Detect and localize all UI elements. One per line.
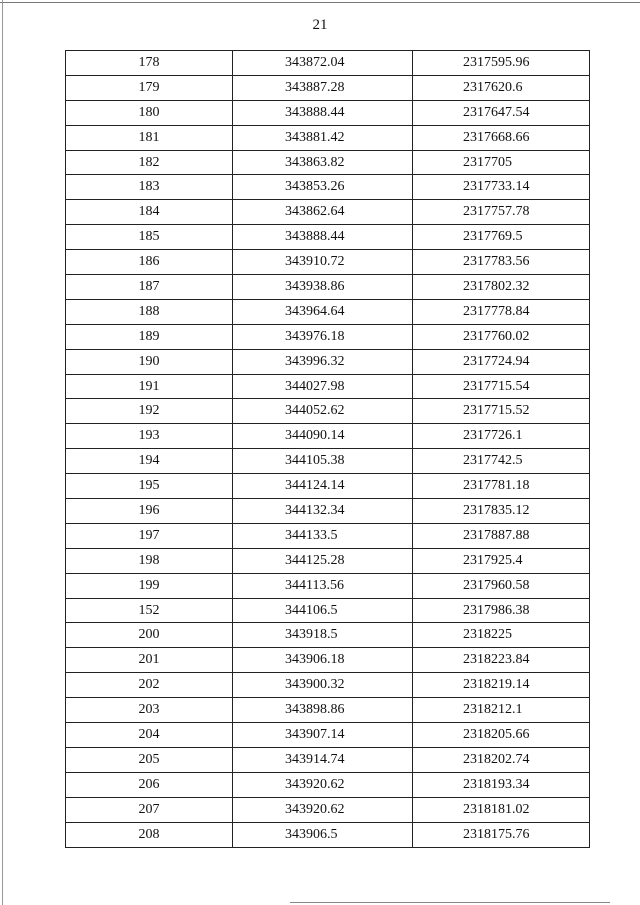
y-coordinate-cell: 2317668.66: [413, 125, 590, 150]
point-number-cell: 193: [66, 424, 233, 449]
y-coordinate-cell: 2318181.02: [413, 797, 590, 822]
coordinates-table: [65, 50, 590, 848]
x-coordinate-cell: 344133.5: [233, 523, 413, 548]
x-coordinate-cell: 343906.5: [233, 822, 413, 847]
y-coordinate-cell: 2317742.5: [413, 449, 590, 474]
table-row: [66, 523, 590, 548]
point-number-cell: 204: [66, 723, 233, 748]
x-coordinate-cell: 343887.28: [233, 75, 413, 100]
table-row: [66, 200, 590, 225]
table-row: [66, 175, 590, 200]
x-coordinate-cell: 343898.86: [233, 698, 413, 723]
table-row: [66, 250, 590, 275]
y-coordinate-cell: 2318223.84: [413, 648, 590, 673]
y-coordinate-cell: 2318175.76: [413, 822, 590, 847]
point-number-cell: 189: [66, 324, 233, 349]
x-coordinate-cell: 344132.34: [233, 499, 413, 524]
point-number-cell: 199: [66, 573, 233, 598]
x-coordinate-cell: 343964.64: [233, 299, 413, 324]
x-coordinate-cell: 344052.62: [233, 399, 413, 424]
table-row: [66, 747, 590, 772]
table-row: [66, 797, 590, 822]
y-coordinate-cell: 2317647.54: [413, 100, 590, 125]
point-number-cell: 191: [66, 374, 233, 399]
point-number-cell: 184: [66, 200, 233, 225]
x-coordinate-cell: 343976.18: [233, 324, 413, 349]
table-row: [66, 573, 590, 598]
point-number-cell: 183: [66, 175, 233, 200]
y-coordinate-cell: 2317769.5: [413, 225, 590, 250]
x-coordinate-cell: 344113.56: [233, 573, 413, 598]
point-number-cell: 185: [66, 225, 233, 250]
point-number-cell: 208: [66, 822, 233, 847]
x-coordinate-cell: 343906.18: [233, 648, 413, 673]
point-number-cell: 198: [66, 548, 233, 573]
table-row: [66, 299, 590, 324]
point-number-cell: 207: [66, 797, 233, 822]
table-row: [66, 150, 590, 175]
y-coordinate-cell: 2317781.18: [413, 474, 590, 499]
table-row: [66, 125, 590, 150]
x-coordinate-cell: 344105.38: [233, 449, 413, 474]
y-coordinate-cell: 2317960.58: [413, 573, 590, 598]
x-coordinate-cell: 343996.32: [233, 349, 413, 374]
point-number-cell: 196: [66, 499, 233, 524]
point-number-cell: 180: [66, 100, 233, 125]
y-coordinate-cell: 2318202.74: [413, 747, 590, 772]
table-row: [66, 100, 590, 125]
point-number-cell: 206: [66, 772, 233, 797]
point-number-cell: 195: [66, 474, 233, 499]
x-coordinate-cell: 343938.86: [233, 275, 413, 300]
y-coordinate-cell: 2317726.1: [413, 424, 590, 449]
table-row: [66, 75, 590, 100]
y-coordinate-cell: 2317733.14: [413, 175, 590, 200]
table-row: [66, 673, 590, 698]
scan-edge-left: [2, 0, 3, 905]
y-coordinate-cell: 2317802.32: [413, 275, 590, 300]
x-coordinate-cell: 343910.72: [233, 250, 413, 275]
table-row: [66, 374, 590, 399]
point-number-cell: 205: [66, 747, 233, 772]
table-row: [66, 449, 590, 474]
scan-edge-bottom: [290, 902, 610, 903]
page-number: 21: [312, 17, 328, 33]
point-number-cell: 197: [66, 523, 233, 548]
y-coordinate-cell: 2318193.34: [413, 772, 590, 797]
x-coordinate-cell: 343853.26: [233, 175, 413, 200]
table-row: [66, 399, 590, 424]
x-coordinate-cell: 343900.32: [233, 673, 413, 698]
point-number-cell: 188: [66, 299, 233, 324]
x-coordinate-cell: 343872.04: [233, 51, 413, 76]
table-row: [66, 623, 590, 648]
x-coordinate-cell: 343888.44: [233, 100, 413, 125]
x-coordinate-cell: 343914.74: [233, 747, 413, 772]
point-number-cell: 179: [66, 75, 233, 100]
table-row: [66, 275, 590, 300]
point-number-cell: 182: [66, 150, 233, 175]
y-coordinate-cell: 2317783.56: [413, 250, 590, 275]
x-coordinate-cell: 343918.5: [233, 623, 413, 648]
table-row: [66, 499, 590, 524]
point-number-cell: 203: [66, 698, 233, 723]
y-coordinate-cell: 2318205.66: [413, 723, 590, 748]
x-coordinate-cell: 343862.64: [233, 200, 413, 225]
table-row: [66, 548, 590, 573]
point-number-cell: 186: [66, 250, 233, 275]
table-row: [66, 474, 590, 499]
y-coordinate-cell: 2317705: [413, 150, 590, 175]
y-coordinate-cell: 2318225: [413, 623, 590, 648]
point-number-cell: 178: [66, 51, 233, 76]
y-coordinate-cell: 2317724.94: [413, 349, 590, 374]
table-row: [66, 349, 590, 374]
table-row: [66, 648, 590, 673]
y-coordinate-cell: 2317757.78: [413, 200, 590, 225]
point-number-cell: 190: [66, 349, 233, 374]
x-coordinate-cell: 344090.14: [233, 424, 413, 449]
y-coordinate-cell: 2318212.1: [413, 698, 590, 723]
x-coordinate-cell: 343907.14: [233, 723, 413, 748]
y-coordinate-cell: 2318219.14: [413, 673, 590, 698]
point-number-cell: 187: [66, 275, 233, 300]
table-row: [66, 225, 590, 250]
y-coordinate-cell: 2317887.88: [413, 523, 590, 548]
y-coordinate-cell: 2317986.38: [413, 598, 590, 623]
y-coordinate-cell: 2317715.52: [413, 399, 590, 424]
scan-edge-top: [0, 2, 640, 3]
y-coordinate-cell: 2317925.4: [413, 548, 590, 573]
x-coordinate-cell: 343888.44: [233, 225, 413, 250]
y-coordinate-cell: 2317835.12: [413, 499, 590, 524]
point-number-cell: 201: [66, 648, 233, 673]
point-number-cell: 192: [66, 399, 233, 424]
y-coordinate-cell: 2317715.54: [413, 374, 590, 399]
table-row: [66, 598, 590, 623]
table-row: [66, 324, 590, 349]
x-coordinate-cell: 343920.62: [233, 797, 413, 822]
table-row: [66, 51, 590, 76]
point-number-cell: 181: [66, 125, 233, 150]
y-coordinate-cell: 2317595.96: [413, 51, 590, 76]
table-row: [66, 772, 590, 797]
point-number-cell: 152: [66, 598, 233, 623]
x-coordinate-cell: 344125.28: [233, 548, 413, 573]
point-number-cell: 200: [66, 623, 233, 648]
x-coordinate-cell: 343863.82: [233, 150, 413, 175]
table-row: [66, 424, 590, 449]
x-coordinate-cell: 344027.98: [233, 374, 413, 399]
point-number-cell: 194: [66, 449, 233, 474]
x-coordinate-cell: 344124.14: [233, 474, 413, 499]
x-coordinate-cell: 343920.62: [233, 772, 413, 797]
x-coordinate-cell: 344106.5: [233, 598, 413, 623]
table-row: [66, 723, 590, 748]
table-row: [66, 822, 590, 847]
y-coordinate-cell: 2317620.6: [413, 75, 590, 100]
y-coordinate-cell: 2317778.84: [413, 299, 590, 324]
coordinates-table-body: [66, 51, 590, 848]
y-coordinate-cell: 2317760.02: [413, 324, 590, 349]
point-number-cell: 202: [66, 673, 233, 698]
table-row: [66, 698, 590, 723]
x-coordinate-cell: 343881.42: [233, 125, 413, 150]
